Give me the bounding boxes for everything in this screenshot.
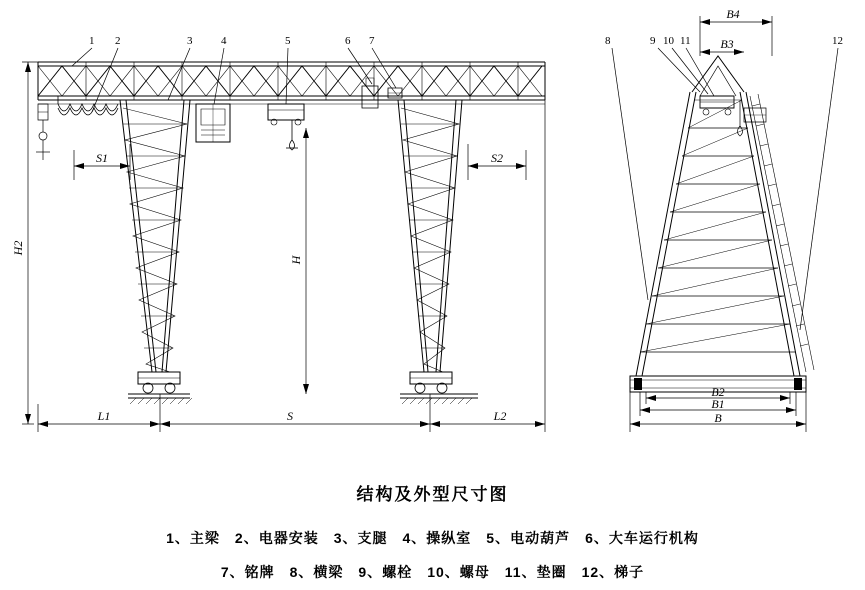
dim-b-label: B: [714, 411, 722, 425]
main-girder-truss: [38, 62, 545, 104]
dim-l1-label: L1: [97, 409, 111, 423]
ladder: [750, 94, 814, 372]
callout-3: 3: [187, 35, 193, 47]
callout-8: 8: [605, 35, 611, 47]
callout-1: 1: [89, 35, 95, 47]
dim-b3-label: B3: [720, 37, 734, 51]
legend-line-1: 1、主梁 2、电器安装 3、支腿 4、操纵室 5、电动葫芦 6、大车运行机构: [166, 530, 699, 546]
legend-line-2: 7、铭牌 8、横梁 9、螺栓 10、螺母 11、垫圈 12、梯子: [220, 564, 645, 580]
dim-s-label: S: [287, 409, 293, 423]
dim-b2-label: B2: [711, 385, 725, 399]
callout-12: 12: [832, 35, 843, 47]
operator-cab: [196, 104, 230, 142]
callout-2: 2: [115, 35, 121, 47]
crane-travel-mechanism: [362, 78, 378, 108]
callout-5: 5: [285, 35, 291, 47]
support-leg-left: [120, 100, 190, 372]
callout-11: 11: [680, 35, 691, 47]
dimension-lines-left-view: [22, 62, 545, 432]
callout-leaders-right: [612, 48, 838, 330]
dim-l2-label: L2: [493, 409, 507, 423]
support-leg-right: [398, 100, 462, 372]
dimension-lines-right-view: [630, 16, 806, 432]
figure-title: 结构及外型尺寸图: [356, 485, 509, 504]
dim-b1-label: B1: [711, 397, 725, 411]
callout-6: 6: [345, 35, 351, 47]
callout-4: 4: [221, 35, 227, 47]
electrical-installation: [58, 96, 118, 115]
callout-7: 7: [369, 35, 375, 47]
dim-b4-label: B4: [726, 7, 740, 21]
dim-h2-label: H2: [11, 240, 25, 256]
bogie-right: [400, 372, 478, 404]
side-elevation-leg: [636, 56, 800, 376]
callout-9: 9: [650, 35, 656, 47]
dim-h-label: H: [289, 255, 303, 265]
callout-10: 10: [663, 35, 674, 47]
dim-s1-label: S1: [96, 151, 108, 165]
electric-hoist: [268, 104, 304, 150]
side-hoist: [700, 96, 766, 136]
girder-left-end-detail: [36, 104, 50, 160]
dim-s2-label: S2: [491, 151, 503, 165]
